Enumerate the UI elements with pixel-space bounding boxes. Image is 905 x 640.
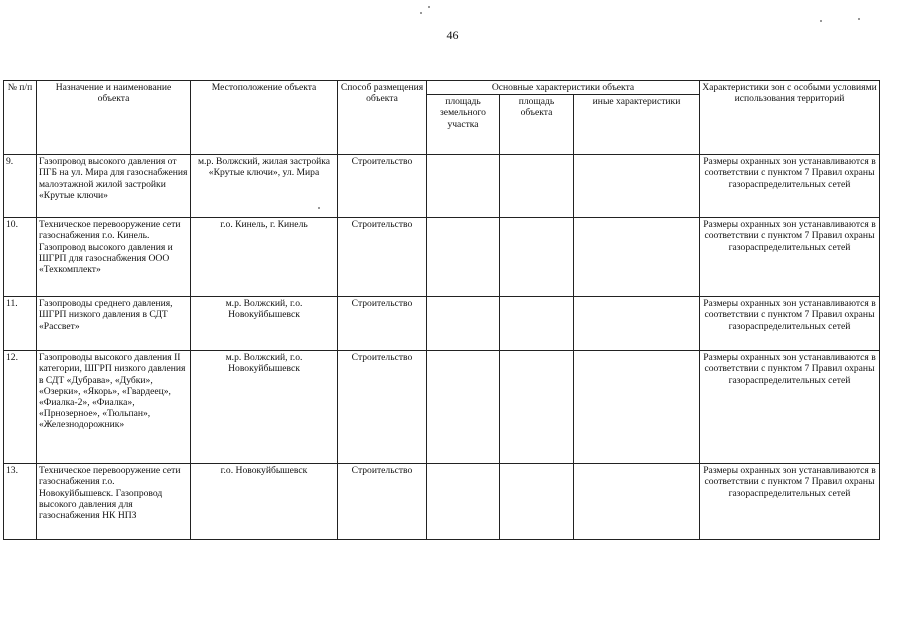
row-num: 11. <box>4 297 37 351</box>
row-location: м.р. Волжский, г.о. Новокуйбышевск <box>191 351 338 464</box>
row-other <box>574 297 700 351</box>
row-other <box>574 218 700 297</box>
scan-speck <box>858 18 860 20</box>
row-name: Газопровод высокого давления от ПГБ на ул. Мира для газоснабжения малоэтажной жилой застройки «Крутые ключи» <box>37 155 191 218</box>
row-other <box>574 464 700 540</box>
header-name: Назначение и наименование объекта <box>37 81 191 155</box>
row-object-area <box>500 155 574 218</box>
row-object-area <box>500 351 574 464</box>
row-other <box>574 155 700 218</box>
objects-table <box>3 80 880 540</box>
row-object-area <box>500 297 574 351</box>
table-row <box>4 351 880 464</box>
row-other <box>574 351 700 464</box>
header-other: иные характеристики <box>574 95 700 155</box>
table-row <box>4 464 880 540</box>
row-object-area <box>500 218 574 297</box>
row-land-area <box>427 351 500 464</box>
row-num: 9. <box>4 155 37 218</box>
header-object-area: площадь объекта <box>500 95 574 155</box>
row-land-area <box>427 155 500 218</box>
header-location: Местоположение объекта <box>191 81 338 155</box>
row-num: 13. <box>4 464 37 540</box>
row-location: г.о. Кинель, г. Кинель <box>191 218 338 297</box>
row-method: Строительство <box>338 155 427 218</box>
table-row <box>4 218 880 297</box>
row-num: 10. <box>4 218 37 297</box>
row-object-area <box>500 464 574 540</box>
table-row <box>4 155 880 218</box>
header-land-area: площадь земельного участка <box>427 95 500 155</box>
row-name: Газопроводы высокого давления II категории, ШГРП низкого давления в СДТ «Дубрава», «Дубки», «Озерки», «Якорь», «Гвардеец», «Фиалка-2», «Фиалка», «Прнозерное», «Тюльпан», «Железнодорожник» <box>37 351 191 464</box>
row-location: г.о. Новокуйбышевск <box>191 464 338 540</box>
row-num: 12. <box>4 351 37 464</box>
row-method: Строительство <box>338 351 427 464</box>
row-zones: Размеры охранных зон устанавливаются в соответствии с пунктом 7 Правил охраны газораспределительных сетей <box>700 297 880 351</box>
page-number: 46 <box>446 28 459 42</box>
row-location: м.р. Волжский, жилая застройка «Крутые ключи», ул. Мира <box>191 155 338 218</box>
header-main-characteristics: Основные характеристики объекта <box>427 81 700 95</box>
row-name: Техническое перевооружение сети газоснабжения г.о. Новокуйбышевск. Газопровод высокого давления для газоснабжения НК НПЗ <box>37 464 191 540</box>
header-method: Способ размещения объекта <box>338 81 427 155</box>
table-row <box>4 297 880 351</box>
row-location: м.р. Волжский, г.о. Новокуйбышевск <box>191 297 338 351</box>
row-method: Строительство <box>338 218 427 297</box>
row-zones: Размеры охранных зон устанавливаются в соответствии с пунктом 7 Правил охраны газораспределительных сетей <box>700 218 880 297</box>
row-land-area <box>427 218 500 297</box>
scan-speck <box>428 6 430 8</box>
row-land-area <box>427 464 500 540</box>
row-zones: Размеры охранных зон устанавливаются в соответствии с пунктом 7 Правил охраны газораспределительных сетей <box>700 464 880 540</box>
row-name: Техническое перевооружение сети газоснабжения г.о. Кинель. Газопровод высокого давления и ШГРП для газоснабжения ООО «Техкомплект» <box>37 218 191 297</box>
row-method: Строительство <box>338 297 427 351</box>
row-name: Газопроводы среднего давления, ШГРП низкого давления в СДТ «Рассвет» <box>37 297 191 351</box>
scan-speck <box>820 20 822 22</box>
row-method: Строительство <box>338 464 427 540</box>
header-zones: Характеристики зон с особыми условиями использования территорий <box>700 81 880 155</box>
row-zones: Размеры охранных зон устанавливаются в соответствии с пунктом 7 Правил охраны газораспределительных сетей <box>700 351 880 464</box>
scan-speck <box>420 12 422 14</box>
header-num: № п/п <box>4 81 37 155</box>
row-land-area <box>427 297 500 351</box>
row-zones: Размеры охранных зон устанавливаются в соответствии с пунктом 7 Правил охраны газораспределительных сетей <box>700 155 880 218</box>
